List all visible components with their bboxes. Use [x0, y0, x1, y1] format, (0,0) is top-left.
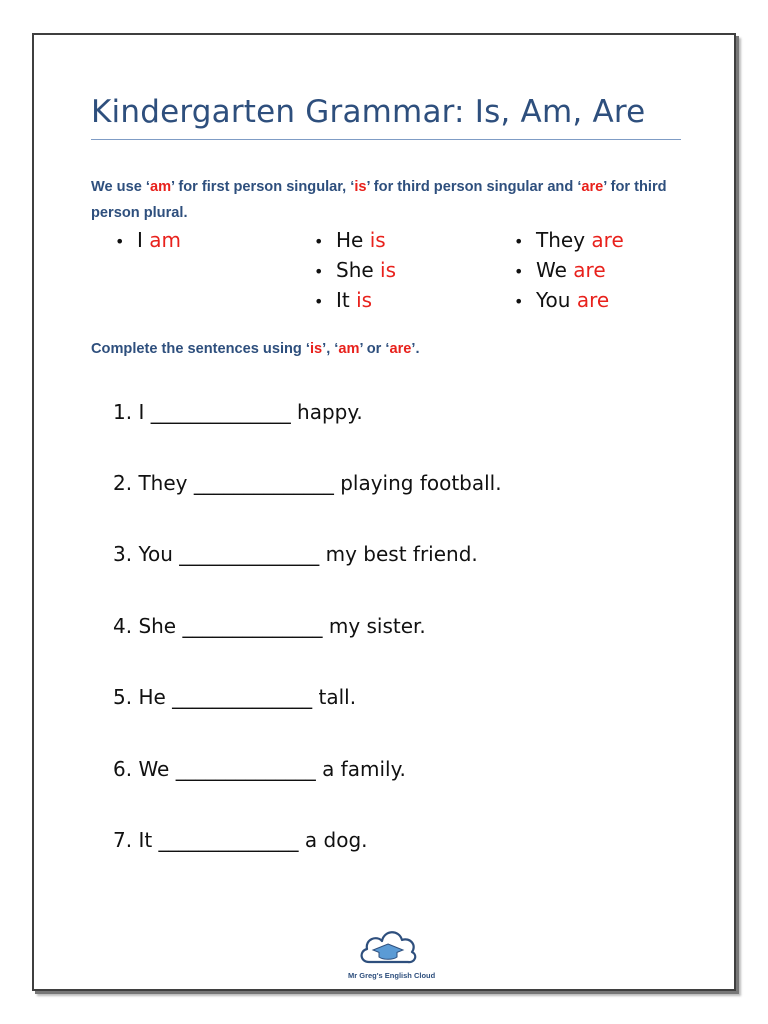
instr-is: is — [309, 341, 323, 357]
instr-am: am — [338, 341, 360, 357]
bullet-icon: • — [514, 292, 524, 311]
bullet-column-is — [314, 226, 396, 316]
bullet-icon: • — [514, 262, 524, 281]
bullet-icon: • — [514, 232, 524, 251]
exercise-7: 7. It ______________ a dog. — [113, 828, 368, 852]
exercise-4: 4. She ______________ my sister. — [113, 614, 426, 638]
bullet-icon: • — [314, 262, 324, 281]
logo-text: Mr Greg's English Cloud — [348, 971, 436, 980]
bullet-item: • He is — [314, 226, 396, 256]
bullet-item: • They are — [514, 226, 624, 256]
page-title: Kindergarten Grammar: Is, Am, Are — [91, 94, 646, 130]
intro-text: We use ‘am’ for first person singular, ‘is’ for third person singular and ‘are’ for third person plural. — [91, 179, 667, 221]
bullet-column-am — [115, 226, 181, 256]
logo — [348, 922, 436, 980]
bullet-icon: • — [115, 232, 125, 251]
exercise-5: 5. He ______________ tall. — [113, 685, 357, 709]
intro-is: is — [354, 179, 367, 195]
bullet-item: • She is — [314, 256, 396, 286]
instructions-text: Complete the sentences using ‘is’, ‘am’ or ‘are’. — [91, 341, 420, 357]
exercise-1: 1. I ______________ happy. — [113, 400, 363, 424]
cloud-graduation-cap-icon — [357, 922, 419, 968]
bullet-item: • We are — [514, 256, 624, 286]
exercise-3: 3. You ______________ my best friend. — [113, 542, 478, 566]
bullet-item: • I am — [115, 226, 181, 256]
intro-am: am — [149, 179, 172, 195]
bullet-column-are — [514, 226, 624, 316]
exercise-2: 2. They ______________ playing football. — [113, 471, 502, 495]
intro-are: are — [581, 179, 604, 195]
bullet-icon: • — [314, 292, 324, 311]
bullet-item: • You are — [514, 286, 624, 316]
bullet-icon: • — [314, 232, 324, 251]
instr-are: are — [389, 341, 412, 357]
title-divider — [91, 139, 681, 140]
exercise-6: 6. We ______________ a family. — [113, 757, 406, 781]
bullet-item: • It is — [314, 286, 396, 316]
